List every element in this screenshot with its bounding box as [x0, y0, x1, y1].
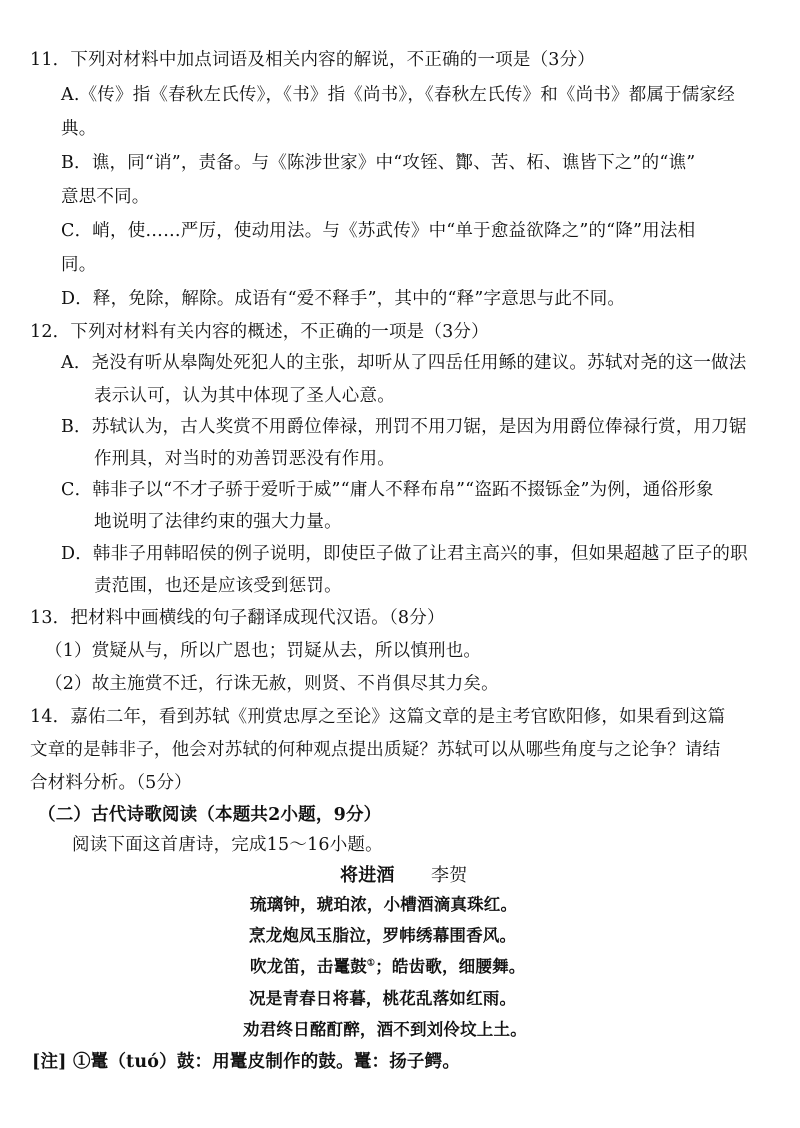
q12-option-d-line1: D．韩非子用韩昭侯的例子说明，即使臣子做了让君主高兴的事，但如果超越了臣子的职: [61, 544, 748, 564]
poem-line-3-part-a: 吹龙笛，击鼍鼓: [250, 957, 367, 976]
poem-line-4: 况是青春日将暮，桃花乱落如红雨。: [249, 989, 517, 1008]
footnote-marker: ①: [366, 958, 376, 969]
poem-line-1: 琉璃钟，琥珀浓，小槽酒滴真珠红。: [250, 895, 518, 914]
q13-sentence-2: （2）故主施赏不迁，行诛无赦，则贤、不肖俱尽其力矣。: [45, 674, 499, 694]
poem-title: 将进酒: [340, 865, 395, 886]
q14-line2: 文章的是韩非子，他会对苏轼的何种观点提出质疑？苏轼可以从哪些角度与之论争？请结: [30, 740, 721, 760]
poem-line-3: [250, 956, 526, 978]
poem-line-5: 劝君终日酩酊醉，酒不到刘伶坟上土。: [243, 1020, 527, 1039]
q11-option-b-line1: B．谯，同“诮”，责备。与《陈涉世家》中“攻铚、酇、苦、柘、谯皆下之”的“谯”: [61, 153, 696, 173]
q12-option-a-line2: 表示认可，认为其中体现了圣人心意。: [94, 386, 395, 406]
q14-line1: 14．嘉佑二年，看到苏轼《刑赏忠厚之至论》这篇文章的是主考官欧阳修，如果看到这篇: [30, 707, 726, 727]
q14-line3: 合材料分析。（5分）: [30, 773, 192, 793]
poem-author: 李贺: [431, 865, 468, 886]
poem-line-2: 烹龙炮凤玉脂泣，罗帏绣幕围香风。: [249, 926, 517, 945]
q11-option-c-line1: C．峭，使……严厉，使动用法。与《苏武传》中“单于愈益欲降之”的“降”用法相: [61, 221, 696, 241]
q11-option-c-line2: 同。: [61, 255, 97, 275]
q11-option-a-line2: 典。: [61, 119, 97, 139]
section2-instruction: 阅读下面这首唐诗，完成15～16小题。: [72, 835, 383, 855]
q13-stem: 13．把材料中画横线的句子翻译成现代汉语。（8分）: [30, 608, 445, 628]
section2-heading: （二）古代诗歌阅读（本题共2小题，9分）: [38, 805, 382, 825]
q12-option-b-line1: B．苏轼认为，古人奖赏不用爵位俸禄，刑罚不用刀锯，是因为用爵位俸禄行赏，用刀锯: [61, 417, 747, 437]
q13-sentence-1: （1）赏疑从与，所以广恩也；罚疑从去，所以慎刑也。: [45, 641, 482, 661]
q11-stem: 11．下列对材料中加点词语及相关内容的解说，不正确的一项是（3分）: [30, 50, 595, 70]
poem-footnote: [注] ①鼍（tuó）鼓：用鼍皮制作的鼓。鼍：扬子鳄。: [32, 1052, 461, 1072]
poem-line-3-part-b: ；皓齿歌，细腰舞。: [375, 957, 526, 976]
q12-option-c-line1: C．韩非子以“不才子骄于爱听于威”“庸人不释布帛”“盗跖不掇铄金”为例，通俗形象: [61, 480, 714, 500]
q12-option-b-line2: 作刑具，对当时的劝善罚恶没有作用。: [94, 449, 395, 469]
q12-option-d-line2: 责范围，也还是应该受到惩罚。: [94, 576, 342, 596]
q12-option-c-line2: 地说明了法律约束的强大力量。: [94, 512, 342, 532]
q11-option-d: D．释，免除，解除。成语有“爱不释手”，其中的“释”字意思与此不同。: [61, 289, 626, 309]
q11-option-b-line2: 意思不同。: [61, 187, 150, 207]
q11-option-a-line1: A.《传》指《春秋左氏传》，《书》指《尚书》，《春秋左氏传》和《尚书》都属于儒家经: [61, 85, 735, 105]
q12-stem: 12．下列对材料有关内容的概述，不正确的一项是（3分）: [30, 322, 489, 342]
q12-option-a-line1: A．尧没有听从皋陶处死犯人的主张，却听从了四岳任用鲧的建议。苏轼对尧的这一做法: [61, 353, 747, 373]
